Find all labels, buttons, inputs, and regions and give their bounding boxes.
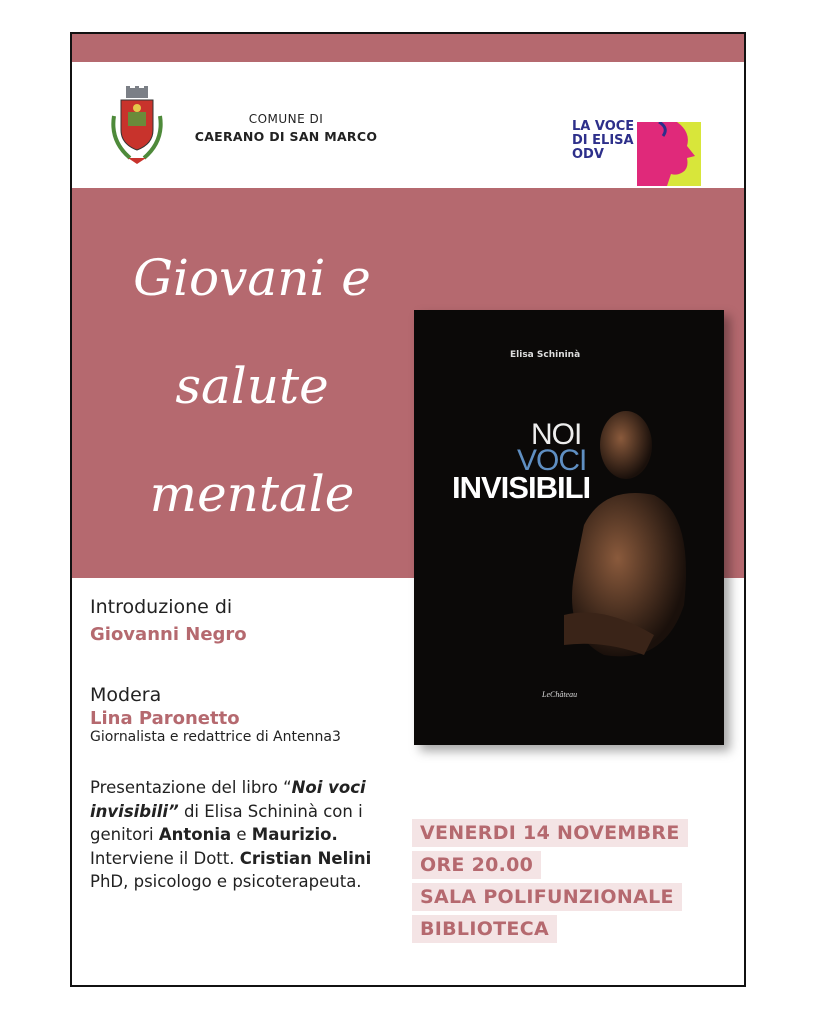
intro-block: [90, 596, 420, 645]
book-title-line2: VOCI: [517, 444, 587, 477]
poster-title: [102, 224, 402, 548]
book-title-line3: INVISIBILI: [452, 470, 591, 505]
moderator-name: Lina Paronetto: [90, 708, 240, 729]
intro-name: Giovanni Negro: [90, 624, 247, 645]
event-venue-line2: BIBLIOTECA: [412, 915, 557, 943]
association-logo-icon: [637, 122, 701, 186]
moderator-label: Modera: [90, 684, 162, 706]
comune-line1: COMUNE DI: [248, 112, 324, 126]
event-details: [412, 819, 688, 947]
title-line1: Giovani e: [133, 249, 371, 307]
title-line3: mentale: [149, 465, 355, 523]
event-date: VENERDI 14 NOVEMBRE: [412, 819, 688, 847]
desc-book-title: Noi voci invisibili”: [90, 778, 366, 821]
book-title-line1: NOI: [531, 418, 582, 451]
desc-parent1: Antonia: [158, 825, 232, 844]
desc-p1: Presentazione del libro “: [90, 778, 292, 797]
comune-line2: CAERANO DI SAN MARCO: [194, 129, 378, 144]
book-publisher: LeChâteau: [542, 690, 578, 699]
moderator-block: [90, 684, 420, 745]
poster: [70, 32, 746, 987]
header: [72, 62, 744, 188]
description: [90, 776, 410, 894]
desc-parent2: Maurizio.: [251, 825, 338, 844]
top-bar: [72, 34, 744, 62]
municipal-crest-icon: [108, 86, 166, 168]
desc-p2: di Elisa Schininà con i genitori: [90, 801, 363, 844]
book-cover: [414, 310, 724, 745]
title-line2: salute: [175, 357, 329, 415]
desc-speaker: Cristian Nelini: [239, 848, 372, 868]
comune-label: [186, 112, 386, 144]
desc-p3: e: [231, 825, 252, 844]
event-venue-line1: SALA POLIFUNZIONALE: [412, 883, 682, 911]
moderator-role: Giornalista e redattrice di Antenna3: [90, 729, 341, 745]
logo-line3: ODV: [572, 147, 604, 162]
event-time: ORE 20.00: [412, 851, 541, 879]
book-author: Elisa Schininà: [510, 350, 581, 360]
desc-p5: PhD, psicologo e psicoterapeuta.: [90, 872, 362, 891]
association-logo-text: [572, 120, 634, 162]
desc-p4: Interviene il Dott.: [90, 848, 240, 868]
intro-label: Introduzione di: [90, 596, 233, 618]
logo-line1: LA VOCE: [572, 119, 635, 134]
logo-line2: DI ELISA: [572, 133, 634, 148]
